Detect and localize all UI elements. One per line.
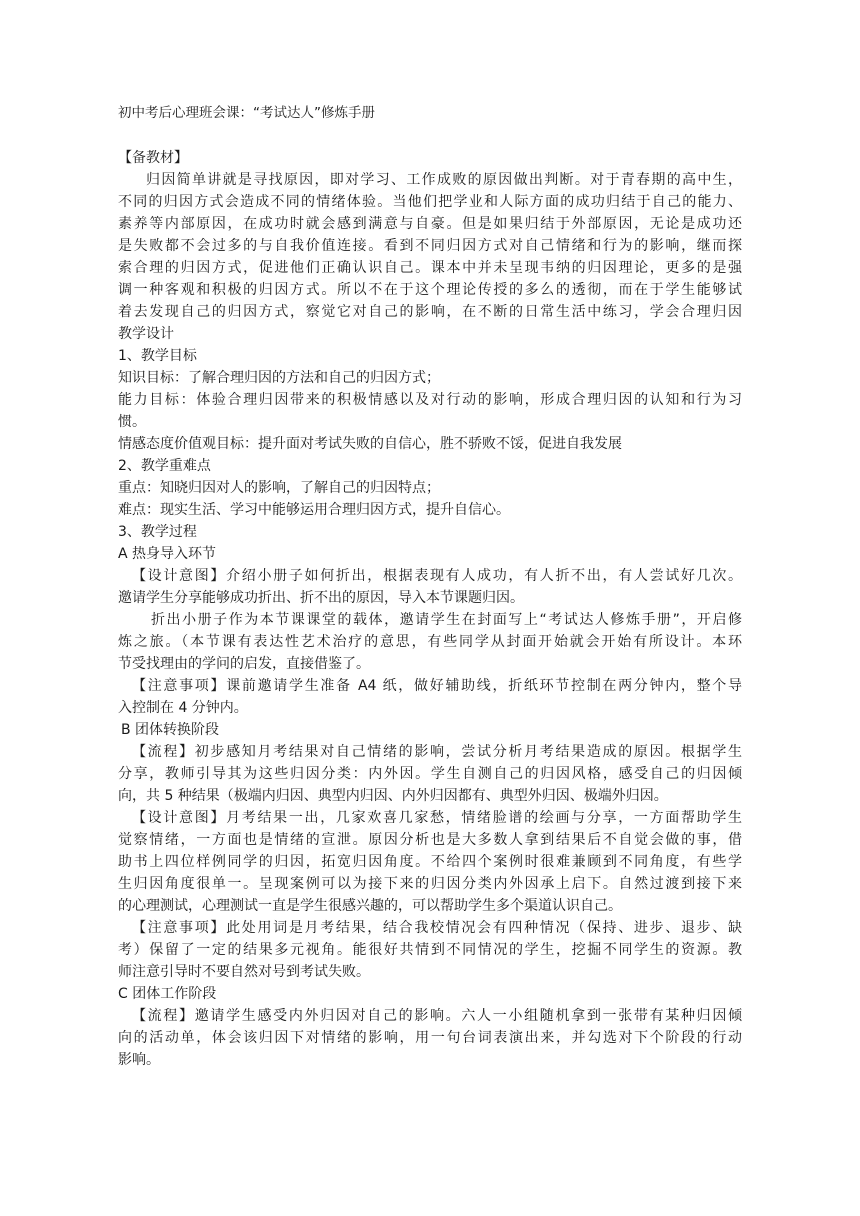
paragraph-line: 素养等内部原因，在成功时就会感到满意与自豪。但是如果归结于外部原因，无论是成功还 (118, 216, 742, 232)
paragraph-line: 【设计意图】月考结果一出，几家欢喜几家愁，情绪脸谱的绘画与分享，一方面帮助学生 (132, 810, 742, 826)
paragraph-line: 【流程】初步感知月考结果对自己情绪的影响，尝试分析月考结果造成的原因。根据学生 (132, 744, 742, 760)
paragraph-line: 惯。 (118, 414, 146, 430)
paragraph-line: 情感态度价值观目标：提升面对考试失败的自信心，胜不骄败不馁，促进自我发展 (118, 436, 622, 452)
document-title: 初中考后心理班会课：“考试达人”修炼手册 (118, 105, 375, 121)
paragraph-line: 邀请学生分享能够成功折出、折不出的原因，导入本节课题归因。 (118, 590, 524, 606)
paragraph-line: 生归因角度很单一。呈现案例可以为接下来的归因分类内外因承上启下。自然过渡到接下来 (118, 876, 742, 892)
paragraph-line: 分享，教师引导其为这些归因分类：内外因。学生自测自己的归因风格，感受自己的归因倾 (118, 766, 742, 782)
paragraph-line: 师注意引导时不要自然对号到考试失败。 (118, 964, 370, 980)
paragraph-line: 知识目标：了解合理归因的方法和自己的归因方式； (118, 370, 440, 386)
section-heading: 2、教学重难点 (118, 458, 211, 474)
paragraph-line: 调一种客观和积极的归因方式。所以不在于这个理论传授的多么的透彻，而在于学生能够试 (118, 282, 742, 298)
paragraph-line: 炼之旅。（本节课有表达性艺术治疗的意思，有些同学从封面开始就会开始有所设计。本环 (118, 634, 742, 650)
section-heading: 【备教材】 (118, 150, 188, 166)
paragraph-line: 节受找理由的学问的启发，直接借鉴了。 (118, 656, 370, 672)
paragraph-line: 【注意事项】课前邀请学生准备 A4 纸，做好辅助线，折纸环节控制在两分钟内，整个导 (132, 678, 742, 694)
subsection-heading: B 团体转换阶段 (121, 722, 220, 738)
section-heading: 教学设计 (118, 326, 174, 342)
paragraph-line: 入控制在 4 分钟内。 (118, 700, 248, 716)
paragraph-line: 着去发现自己的归因方式，察觉它对自己的影响，在不断的日常生活中练习，学会合理归因 (118, 304, 742, 320)
paragraph-line: 影响。 (118, 1052, 160, 1068)
paragraph-line: 索合理的归因方式，促进他们正确认识自己。课本中并未呈现韦纳的归因理论，更多的是强 (118, 260, 742, 276)
section-heading: 1、教学目标 (118, 348, 197, 364)
paragraph-line: 【流程】邀请学生感受内外归因对自己的影响。六人一小组随机拿到一张带有某种归因倾 (132, 1008, 742, 1024)
paragraph-line: 【设计意图】介绍小册子如何折出，根据表现有人成功，有人折不出，有人尝试好几次。 (132, 568, 742, 584)
paragraph-line: 重点：知晓归因对人的影响，了解自己的归因特点； (118, 480, 440, 496)
paragraph-line: 的心理测试，心理测试一直是学生很感兴趣的，可以帮助学生多个渠道认识自己。 (118, 898, 622, 914)
paragraph-line: 向的活动单，体会该归因下对情绪的影响，用一句台词表演出来，并勾选对下个阶段的行动 (118, 1030, 742, 1046)
paragraph-line: 助书上四位样例同学的归因，拓宽归因角度。不给四个案例时很难兼顾到不同角度，有些学 (118, 854, 742, 870)
blank-line (118, 124, 742, 147)
document-body (118, 102, 742, 1071)
paragraph-line: 折出小册子作为本节课课堂的载体，邀请学生在封面写上“考试达人修炼手册”，开启修 (151, 612, 742, 628)
section-heading: 3、教学过程 (118, 524, 197, 540)
subsection-heading: C 团体工作阶段 (118, 986, 217, 1002)
paragraph-line: 不同的归因方式会造成不同的情绪体验。当他们把学业和人际方面的成功归结于自己的能力、 (118, 194, 742, 210)
paragraph-line: 难点：现实生活、学习中能够运用合理归因方式，提升自信心。 (118, 502, 510, 518)
paragraph-line: 觉察情绪，一方面也是情绪的宣泄。原因分析也是大多数人拿到结果后不自觉会做的事，借 (118, 832, 742, 848)
paragraph-line: 能力目标：体验合理归因带来的积极情感以及对行动的影响，形成合理归因的认知和行为习 (118, 392, 742, 408)
subsection-heading: A 热身导入环节 (118, 546, 217, 562)
paragraph-line: 归因简单讲就是寻找原因，即对学习、工作成败的原因做出判断。对于青春期的高中生， (146, 172, 742, 188)
paragraph-line: 【注意事项】此处用词是月考结果，结合我校情况会有四种情况（保持、进步、退步、缺 (132, 920, 742, 936)
paragraph-line: 考）保留了一定的结果多元视角。能很好共情到不同情况的学生，挖掘不同学生的资源。教 (118, 942, 742, 958)
paragraph-line: 向，共 5 种结果（极端内归因、典型内归因、内外归因都有、典型外归因、极端外归因。 (118, 788, 668, 804)
paragraph-line: 是失败都不会过多的与自我价值连接。看到不同归因方式对自己情绪和行为的影响，继而探 (118, 238, 742, 254)
